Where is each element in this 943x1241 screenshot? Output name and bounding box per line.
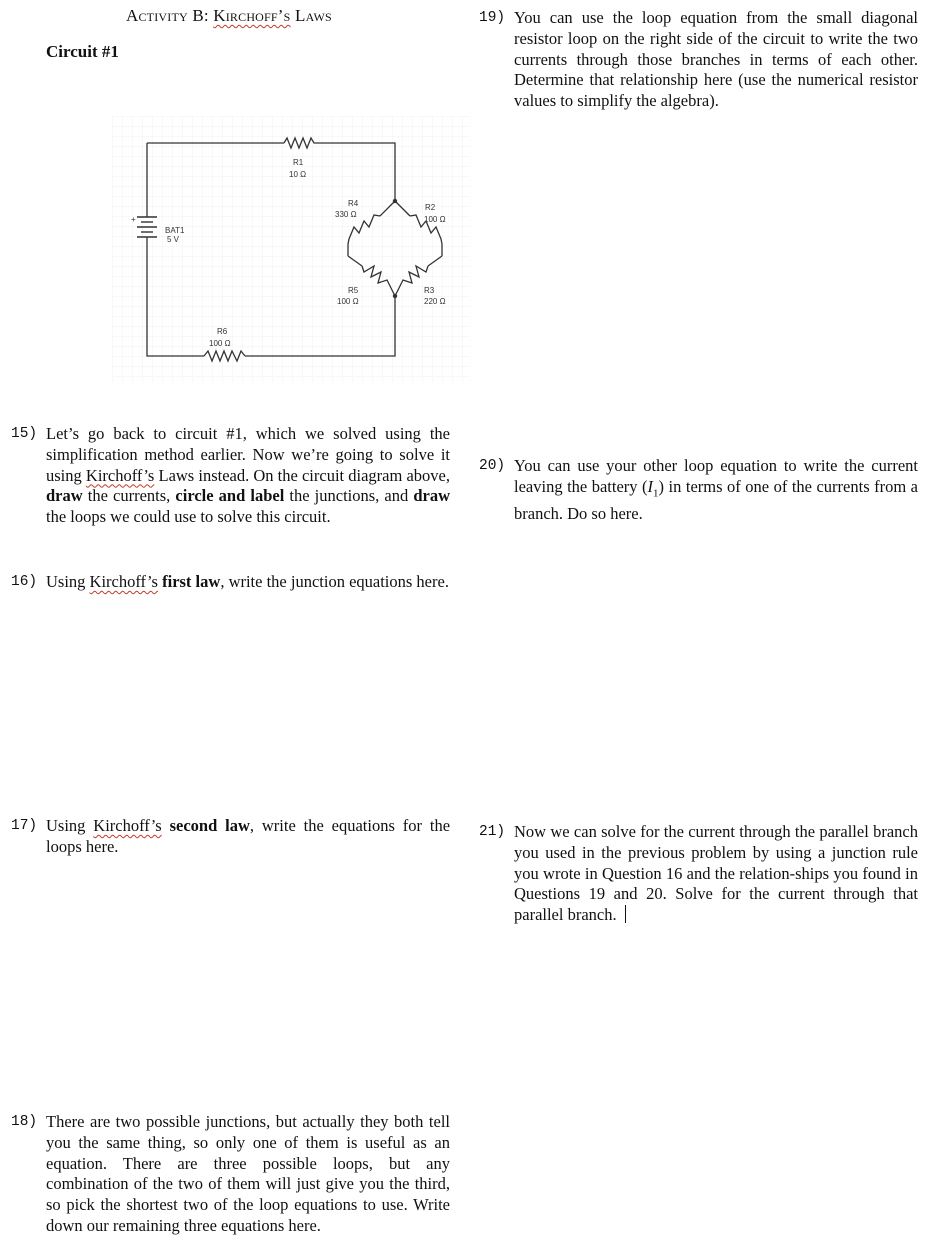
battery-value: 5 V — [167, 235, 180, 244]
r2-value: 100 Ω — [424, 215, 446, 224]
r6-value: 100 Ω — [209, 339, 231, 348]
battery-name: BAT1 — [165, 226, 185, 235]
question-15: 15) Let’s go back to circuit #1, which we solved using the simplification method earlier. Now we’re going to solve it using Kirchoff’s Laws instead. On the circuit diagram above, draw the currents, circle and label the junctions, and draw the loops we could use to solve this circuit. — [11, 424, 450, 527]
question-19: 19) You can use the loop equation from the small diagonal resistor loop on the right side of the circuit to write the two currents through those branches in terms of each other. Determine that relationship here (use the numerical resistor values to simplify the algebra). — [479, 8, 918, 111]
question-17: 17) Using Kirchoff’s second law, write the equations for the loops here. — [11, 816, 451, 856]
question-17-text: Using Kirchoff’s second law, write the equations for the loops here. — [46, 816, 451, 856]
question-21: 21) Now we can solve for the current through the parallel branch you used in the previous problem by using a junction rule you wrote in Question 16 and the relation-ships you found in Questions 19 and 20. Solve for the current through that parallel branch. — [479, 822, 918, 925]
junction-dot-bottom — [393, 294, 397, 298]
battery-plus: + — [131, 215, 136, 224]
r4-name: R4 — [348, 199, 359, 208]
r4-value: 330 Ω — [335, 210, 357, 219]
question-16: 16) Using Kirchoff’s first law, write the junction equations here. — [11, 572, 449, 591]
r2-name: R2 — [425, 203, 436, 212]
r3-name: R3 — [424, 286, 435, 295]
r1-name: R1 — [293, 158, 304, 167]
circuit-label: Circuit #1 — [46, 42, 119, 61]
question-16-text: Using Kirchoff’s first law, write the junction equations here. — [46, 572, 449, 591]
junction-dot-top — [393, 199, 397, 203]
r5-name: R5 — [348, 286, 359, 295]
activity-title: Activity B: Kirchoff’s Laws — [126, 6, 332, 25]
question-21-text[interactable]: Now we can solve for the current through the parallel branch you used in the previous problem by using a junction rule you wrote in Question 16 and the relation-ships you found in Questions 19 and 20. Solve for the current through that parallel branch. — [514, 822, 918, 925]
question-18: 18) There are two possible junctions, but actually they both tell you the same thing, so only one of them is useful as an equation. There are three possible loops, but any combination of the two of them will just give you the third, so pick the shortest two of the loop equations to use. Write down our remaining three equations here. — [11, 1112, 450, 1235]
r5-value: 100 Ω — [337, 297, 359, 306]
r3-value: 220 Ω — [424, 297, 446, 306]
r6-name: R6 — [217, 327, 228, 336]
question-18-text: There are two possible junctions, but actually they both tell you the same thing, so only one of them is useful as an equation. There are three possible loops, but any combination of the two of them will just give you the third, so pick the shortest two of the loop equations to use. Write down our remaining three equations here. — [46, 1112, 450, 1235]
grid-background — [112, 116, 470, 382]
question-20: 20) You can use your other loop equation to write the current leaving the battery $(I_1)$ in terms of one of the currents from a branch. Do so here. — [479, 456, 919, 523]
circuit-diagram — [112, 116, 470, 382]
text-cursor — [625, 905, 627, 923]
question-19-text: You can use the loop equation from the small diagonal resistor loop on the right side of the circuit to write the two currents through those branches in terms of each other. Determine that relationship here (use the numerical resistor values to simplify the algebra). — [514, 8, 918, 111]
question-20-text: You can use your other loop equation to write the current leaving the battery $(I_1)$ in terms of one of the currents from a branch. Do so here. — [514, 456, 919, 523]
question-15-text: Let’s go back to circuit #1, which we solved using the simplification method earlier. Now we’re going to solve it using Kirchoff’s Laws instead. On the circuit diagram above, draw the currents, circle and label the junctions, and draw the loops we could use to solve this circuit. — [46, 424, 450, 527]
r1-value: 10 Ω — [289, 170, 307, 179]
